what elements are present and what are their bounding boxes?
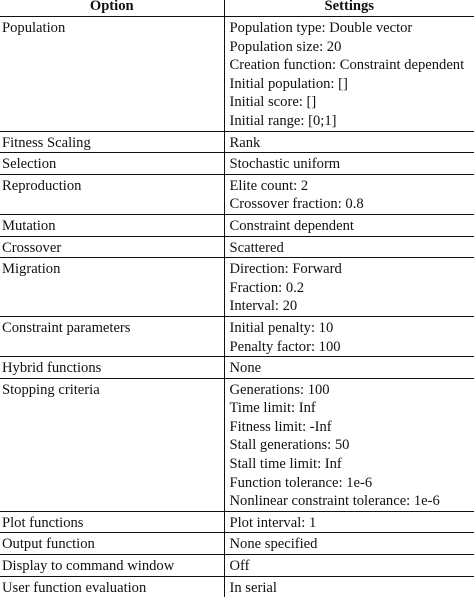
setting-line: None xyxy=(229,360,262,377)
setting-line: Interval: 20 xyxy=(229,298,298,315)
option-cell: Selection xyxy=(0,153,224,175)
setting-line: Constraint dependent xyxy=(229,217,354,234)
option-column-header: Option xyxy=(0,0,224,17)
option-cell: Migration xyxy=(0,258,224,317)
table-row xyxy=(0,153,474,175)
settings-cell xyxy=(224,258,474,317)
settings-cell xyxy=(224,378,474,511)
settings-cell xyxy=(224,357,474,379)
option-cell: Constraint parameters xyxy=(0,316,224,356)
option-cell: Display to command window xyxy=(0,555,224,577)
setting-line: Population type: Double vector xyxy=(229,20,413,36)
settings-cell xyxy=(224,153,474,175)
setting-line: In serial xyxy=(229,579,277,596)
settings-cell xyxy=(224,511,474,533)
settings-column-header: Settings xyxy=(224,0,474,17)
settings-cell xyxy=(224,131,474,153)
table-row xyxy=(0,236,474,258)
setting-line: Initial range: [0;1] xyxy=(229,112,337,129)
setting-line: Nonlinear constraint tolerance: 1e-6 xyxy=(229,493,440,510)
settings-cell xyxy=(224,533,474,555)
table-row xyxy=(0,357,474,379)
option-cell: Crossover xyxy=(0,236,224,258)
setting-line: Stall generations: 50 xyxy=(229,437,350,454)
setting-line: Fitness limit: -Inf xyxy=(229,418,332,435)
setting-line: Elite count: 2 xyxy=(229,177,309,194)
setting-line: Fraction: 0.2 xyxy=(229,279,305,296)
setting-line: Creation function: Constraint dependent xyxy=(229,57,465,74)
option-cell: Mutation xyxy=(0,214,224,236)
option-cell: Fitness Scaling xyxy=(0,131,224,153)
setting-line: Off xyxy=(229,558,250,575)
table-row xyxy=(0,576,474,597)
table-row xyxy=(0,533,474,555)
header-row xyxy=(0,0,474,17)
option-cell: Reproduction xyxy=(0,174,224,214)
setting-line: Scattered xyxy=(229,239,284,256)
table-row xyxy=(0,258,474,317)
setting-line: Stall time limit: Inf xyxy=(229,456,342,473)
table-row xyxy=(0,131,474,153)
setting-line: Function tolerance: 1e-6 xyxy=(229,474,373,491)
option-cell: User function evaluation xyxy=(0,576,224,597)
setting-line: Population size: 20 xyxy=(229,38,342,55)
option-cell: Output function xyxy=(0,533,224,555)
table-row xyxy=(0,174,474,214)
setting-line: Generations: 100 xyxy=(229,381,330,398)
setting-line: Plot interval: 1 xyxy=(229,514,317,531)
table-row xyxy=(0,316,474,356)
settings-cell xyxy=(224,555,474,577)
option-cell: Stopping criteria xyxy=(0,378,224,511)
setting-line: Initial penalty: 10 xyxy=(229,319,334,336)
setting-line: Initial population: [] xyxy=(229,75,348,92)
table-row xyxy=(0,378,474,511)
table-header xyxy=(0,0,474,17)
table-row xyxy=(0,17,474,132)
settings-cell xyxy=(224,576,474,597)
settings-cell xyxy=(224,214,474,236)
option-cell: Population xyxy=(0,17,224,132)
setting-line: Rank xyxy=(229,134,261,151)
table-body xyxy=(0,17,474,598)
setting-line: Crossover fraction: 0.8 xyxy=(229,196,364,213)
table-row xyxy=(0,555,474,577)
option-cell: Hybrid functions xyxy=(0,357,224,379)
table-row xyxy=(0,214,474,236)
setting-line: Time limit: Inf xyxy=(229,400,316,417)
table-row xyxy=(0,511,474,533)
setting-line: Direction: Forward xyxy=(229,261,342,278)
settings-cell xyxy=(224,174,474,214)
option-cell: Plot functions xyxy=(0,511,224,533)
setting-line: Penalty factor: 100 xyxy=(229,338,341,355)
settings-cell xyxy=(224,17,474,132)
setting-line: Stochastic uniform xyxy=(229,156,341,173)
settings-cell xyxy=(224,236,474,258)
setting-line: Initial score: [] xyxy=(229,94,317,111)
setting-line: None specified xyxy=(229,536,318,553)
settings-cell xyxy=(224,316,474,356)
